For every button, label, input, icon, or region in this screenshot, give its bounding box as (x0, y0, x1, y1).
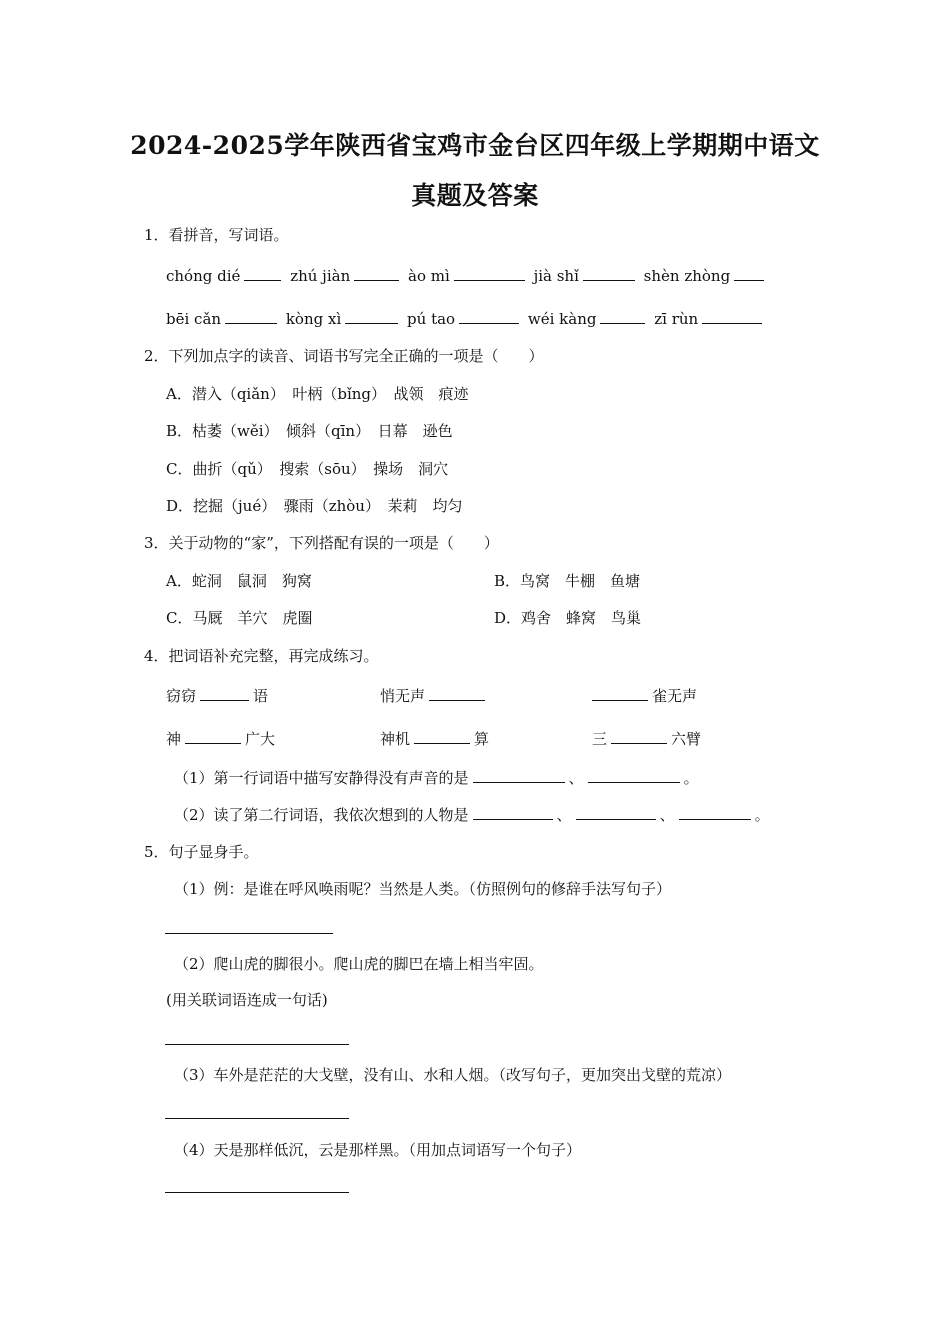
answer-blank[interactable] (200, 685, 249, 701)
q2-option-d[interactable]: D．挖掘（jué） 骤雨（zhòu） 茉莉 均匀 (166, 497, 463, 515)
answer-blank[interactable] (414, 728, 470, 744)
answer-blank[interactable] (454, 265, 525, 281)
document-title-line1: 2024-2025学年陕西省宝鸡市金台区四年级上学期期中语文 (130, 131, 820, 160)
q3-option-c[interactable]: C．马厩 羊穴 虎圈 (166, 609, 313, 627)
answer-line[interactable] (165, 1118, 349, 1119)
q1-row2 (166, 308, 766, 329)
q5-sentence-4: （4）天是那样低沉，云是那样黑。（用加点词语写一个句子） (174, 1141, 582, 1159)
q5-sentence-2: （2）爬山虎的脚很小。爬山虎的脚巴在墙上相当牢固。 (174, 955, 544, 973)
q3-option-d[interactable]: D．鸡舍 蜂窝 鸟巢 (494, 609, 642, 627)
pinyin-item: kòng xì (285, 310, 342, 328)
pinyin-item: chóng dié (166, 267, 241, 285)
q4-sub2: （2）读了第二行词语，我依次想到的人物是 、 、 。 (174, 806, 770, 824)
q4-sub1: （1）第一行词语中描写安静得没有声音的是 、 。 (174, 769, 699, 787)
answer-blank[interactable] (345, 308, 398, 324)
q2-option-b[interactable]: B．枯萎（wěi） 倾斜（qīn） 日幕 逊色 (166, 422, 453, 440)
q3-stem: 3．关于动物的“家”，下列搭配有误的一项是（ ） (144, 534, 499, 552)
answer-line[interactable] (165, 1192, 349, 1193)
q5-stem: 5．句子显身手。 (144, 843, 259, 861)
pinyin-item: bēi cǎn (166, 310, 222, 328)
answer-blank[interactable] (225, 308, 277, 324)
q3-option-b[interactable]: B．鸟窝 牛棚 鱼塘 (494, 572, 641, 590)
q4-idiom: 窃窃 语 (166, 687, 269, 705)
q2-option-c[interactable]: C．曲折（qǔ） 搜索（sōu） 操场 洞穴 (166, 460, 449, 478)
answer-blank[interactable] (583, 265, 635, 281)
pinyin-item: shèn zhòng (643, 267, 731, 285)
pinyin-item: pú tao (407, 310, 456, 328)
q1-row1 (166, 265, 768, 286)
pinyin-item: zhú jiàn (290, 267, 351, 285)
answer-blank[interactable] (429, 685, 485, 701)
q4-stem: 4．把词语补充完整，再完成练习。 (144, 647, 379, 665)
q4-idiom: 神机 算 (380, 730, 490, 748)
answer-blank[interactable] (679, 804, 751, 820)
q4-idiom: 三 六臂 (592, 730, 702, 748)
pinyin-item: wéi kàng (527, 310, 597, 328)
q4-idiom: 神 广大 (166, 730, 276, 748)
answer-line[interactable] (165, 933, 333, 934)
answer-blank[interactable] (702, 308, 762, 324)
q2-stem: 2．下列加点字的读音、词语书写完全正确的一项是（ ） (144, 347, 544, 365)
answer-blank[interactable] (244, 265, 281, 281)
answer-line[interactable] (165, 1044, 349, 1045)
q5-sentence-1: （1）例：是谁在呼风唤雨呢？当然是人类。（仿照例句的修辞手法写句子） (174, 880, 672, 898)
q5-sentence-2-instruction: (用关联词语连成一句话) (166, 991, 328, 1009)
q3-option-a[interactable]: A．蛇洞 鼠洞 狗窝 (166, 572, 312, 590)
answer-blank[interactable] (354, 265, 399, 281)
q1-stem: 1．看拼音，写词语。 (144, 226, 289, 244)
answer-blank[interactable] (576, 804, 656, 820)
pinyin-item: jià shǐ (533, 267, 579, 285)
q2-option-a[interactable]: A．潜入（qiǎn） 叶柄（bǐng） 战领 痕迹 (166, 385, 469, 403)
answer-blank[interactable] (592, 685, 648, 701)
answer-blank[interactable] (588, 767, 680, 783)
pinyin-item: zī rùn (654, 310, 699, 328)
q4-idiom: 悄无声 (380, 685, 489, 706)
answer-blank[interactable] (185, 728, 241, 744)
answer-blank[interactable] (473, 804, 553, 820)
q5-sentence-3: （3）车外是茫茫的大戈壁，没有山、水和人烟。（改写句子，更加突出戈壁的荒凉） (174, 1066, 732, 1084)
answer-blank[interactable] (734, 265, 764, 281)
pinyin-item: ào mì (408, 267, 450, 285)
answer-blank[interactable] (473, 767, 565, 783)
document-title-line2: 真题及答案 (411, 181, 539, 210)
answer-blank[interactable] (600, 308, 645, 324)
answer-blank[interactable] (459, 308, 519, 324)
answer-blank[interactable] (611, 728, 667, 744)
q4-idiom: 雀无声 (588, 685, 697, 706)
